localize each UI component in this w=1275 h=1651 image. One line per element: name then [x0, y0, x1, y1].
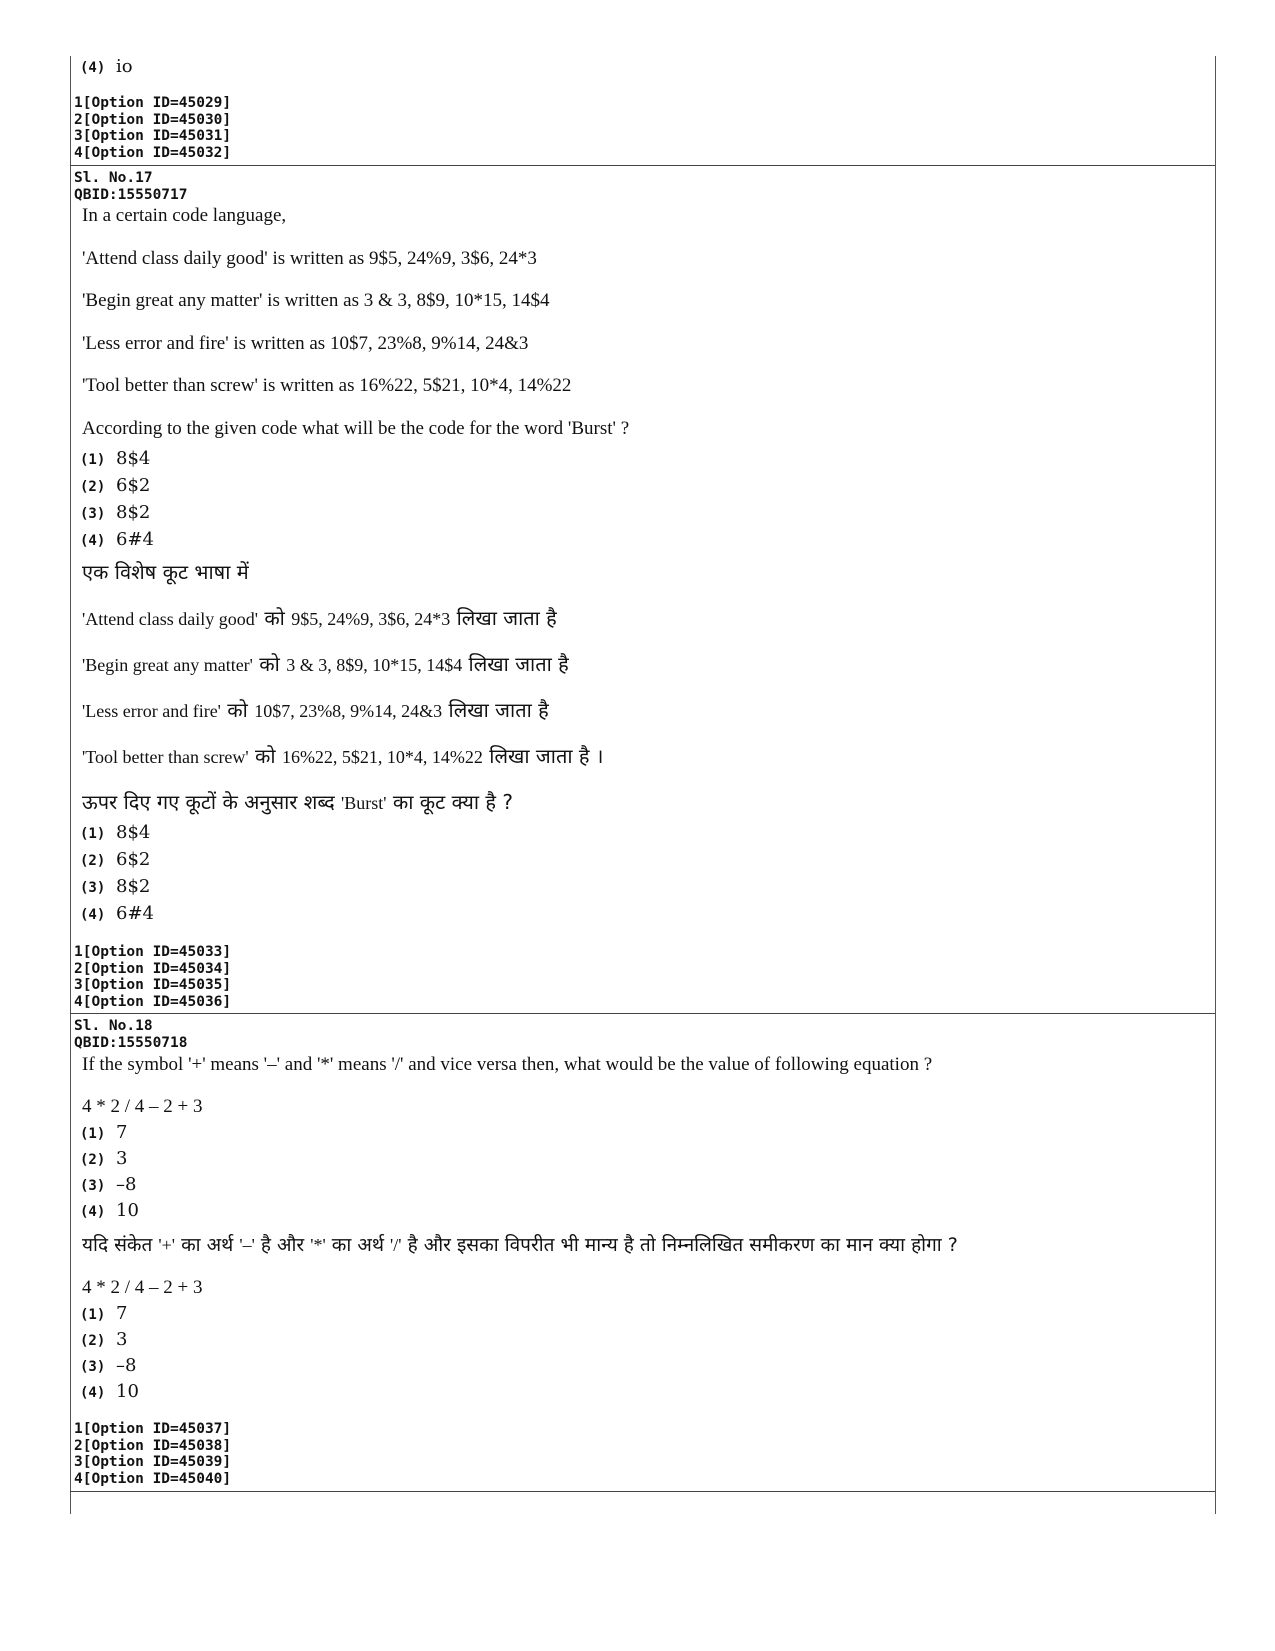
- question-header: [74, 170, 188, 203]
- code-line-hindi: [82, 696, 549, 723]
- serial-number: Sl. No.18: [74, 1018, 153, 1034]
- code-line: 'Attend class daily good' is written as 9$5, 24%9, 3$6, 24*3: [82, 248, 537, 269]
- qbid: QBID:15550717: [74, 186, 188, 203]
- option-number: (2): [80, 1333, 106, 1349]
- serial-number: Sl. No.17: [74, 170, 153, 186]
- option-item: [80, 1200, 139, 1221]
- option-id: 4[Option ID=45032]: [74, 144, 232, 161]
- hindi-text: लिखा जाता है: [462, 652, 569, 676]
- option-number: (1): [80, 452, 106, 468]
- option-text: 6#4: [116, 529, 154, 550]
- option-text: 8$2: [116, 502, 151, 523]
- hindi-text: है और इसका विपरीत भी मान्य है तो निम्नलिखित समीकरण का मान क्या होगा ?: [401, 1234, 958, 1256]
- option-item: [80, 56, 133, 77]
- option-text: 10: [116, 1200, 139, 1221]
- option-number: (4): [80, 1385, 106, 1401]
- option-text: 10: [116, 1381, 139, 1402]
- option-item: [80, 903, 154, 924]
- code-line: 'Tool better than screw' is written as 16%22, 5$21, 10*4, 14%22: [82, 375, 572, 396]
- hindi-text: को: [257, 606, 292, 630]
- option-text: 6$2: [116, 475, 151, 496]
- option-number: (4): [80, 907, 106, 923]
- code-line: 'Less error and fire' is written as 10$7, 23%8, 9%14, 24&3: [82, 333, 529, 354]
- option-id-list: [74, 95, 231, 161]
- symbol: '–': [239, 1235, 255, 1255]
- option-id: 2[Option ID=45038]: [74, 1437, 232, 1454]
- option-text: –8: [116, 1355, 137, 1376]
- hindi-text: का कूट क्या है ?: [386, 790, 514, 814]
- option-item: [80, 1381, 139, 1402]
- code-values: 10$7, 23%8, 9%14, 24&3: [254, 701, 443, 721]
- option-text: 6$2: [116, 849, 151, 870]
- option-number: (3): [80, 506, 106, 522]
- option-item: [80, 1122, 127, 1143]
- option-id: 1[Option ID=45037]: [74, 1421, 232, 1437]
- option-number: (1): [80, 826, 106, 842]
- code-line-hindi: [82, 742, 603, 769]
- option-item: [80, 1355, 136, 1376]
- symbol: '*': [310, 1235, 326, 1255]
- option-item: [80, 1329, 127, 1350]
- option-item: [80, 502, 150, 523]
- option-text: 8$4: [116, 822, 151, 843]
- hindi-text: का अर्थ: [175, 1234, 240, 1256]
- option-item: [80, 475, 150, 496]
- code-phrase: 'Less error and fire': [82, 701, 221, 721]
- option-id: 4[Option ID=45036]: [74, 993, 232, 1010]
- hindi-text: को: [252, 652, 287, 676]
- qbid: QBID:15550718: [74, 1034, 188, 1051]
- option-item: [80, 529, 154, 550]
- option-text: 7: [116, 1303, 128, 1324]
- code-values: 9$5, 24%9, 3$6, 24*3: [291, 609, 451, 629]
- option-text: –8: [116, 1174, 137, 1195]
- question-text: If the symbol '+' means '–' and '*' means '/' and vice versa then, what would be the value of following equation ?: [82, 1054, 933, 1075]
- code-phrase: 'Begin great any matter': [82, 655, 253, 675]
- question-text: According to the given code what will be the code for the word 'Burst' ?: [82, 418, 630, 439]
- hindi-text: यदि संकेत: [82, 1234, 159, 1256]
- option-id: 2[Option ID=45034]: [74, 960, 232, 977]
- option-text: 8$4: [116, 448, 151, 469]
- hindi-text: का अर्थ: [325, 1234, 391, 1256]
- option-item: [80, 1174, 136, 1195]
- option-number: (4): [80, 1204, 106, 1220]
- hindi-text: लिखा जाता है: [442, 698, 549, 722]
- equation: 4 * 2 / 4 – 2 + 3: [82, 1096, 203, 1117]
- hindi-text: को: [248, 744, 282, 768]
- option-text: 8$2: [116, 876, 151, 897]
- option-number: (2): [80, 1152, 106, 1168]
- divider: [70, 1013, 1215, 1014]
- option-number: (4): [80, 60, 106, 76]
- code-line: 'Begin great any matter' is written as 3 & 3, 8$9, 10*15, 14$4: [82, 290, 550, 311]
- question-text-hindi: [82, 1231, 958, 1257]
- hindi-text: लिखा जाता है: [450, 606, 557, 630]
- option-number: (3): [80, 1359, 106, 1375]
- option-text: io: [116, 56, 133, 77]
- option-id: 4[Option ID=45040]: [74, 1470, 232, 1487]
- option-id: 1[Option ID=45029]: [74, 95, 232, 111]
- option-id-list: [74, 944, 231, 1010]
- option-item: [80, 822, 150, 843]
- option-id: 2[Option ID=45030]: [74, 111, 232, 128]
- option-text: 3: [116, 1148, 128, 1169]
- word: 'Burst': [341, 793, 387, 813]
- symbol: '/': [390, 1235, 402, 1255]
- option-item: [80, 1303, 127, 1324]
- divider: [70, 1491, 1215, 1492]
- question-intro-hindi: एक विशेष कूट भाषा में: [82, 560, 249, 584]
- code-values: 16%22, 5$21, 10*4, 14%22: [281, 747, 483, 767]
- code-line-hindi: [82, 604, 557, 631]
- symbol: '+': [158, 1235, 176, 1255]
- option-item: [80, 876, 150, 897]
- equation: 4 * 2 / 4 – 2 + 3: [82, 1277, 203, 1298]
- option-text: 6#4: [116, 903, 154, 924]
- option-number: (3): [80, 880, 106, 896]
- option-id: 3[Option ID=45039]: [74, 1454, 232, 1470]
- code-values: 3 & 3, 8$9, 10*15, 14$4: [286, 655, 463, 675]
- option-id: 1[Option ID=45033]: [74, 944, 232, 960]
- hindi-text: लिखा जाता है ।: [482, 744, 604, 768]
- page-frame: [70, 56, 1216, 1514]
- option-text: 3: [116, 1329, 128, 1350]
- option-number: (3): [80, 1178, 106, 1194]
- option-number: (1): [80, 1126, 106, 1142]
- option-id-list: [74, 1421, 231, 1487]
- hindi-text: को: [220, 698, 255, 722]
- code-phrase: 'Attend class daily good': [82, 609, 258, 629]
- option-id: 3[Option ID=45035]: [74, 977, 232, 993]
- option-number: (2): [80, 479, 106, 495]
- question-intro: In a certain code language,: [82, 205, 287, 226]
- option-number: (4): [80, 533, 106, 549]
- code-phrase: 'Tool better than screw': [82, 747, 249, 767]
- option-item: [80, 849, 150, 870]
- option-id: 3[Option ID=45031]: [74, 128, 232, 144]
- option-number: (1): [80, 1307, 106, 1323]
- option-text: 7: [116, 1122, 128, 1143]
- option-item: [80, 448, 150, 469]
- option-number: (2): [80, 853, 106, 869]
- divider: [70, 165, 1215, 166]
- code-line-hindi: [82, 650, 569, 677]
- option-item: [80, 1148, 127, 1169]
- question-header: [74, 1018, 188, 1051]
- hindi-text: ऊपर दिए गए कूटों के अनुसार शब्द: [82, 790, 342, 814]
- question-text-hindi: [82, 788, 513, 815]
- hindi-text: है और: [254, 1234, 311, 1256]
